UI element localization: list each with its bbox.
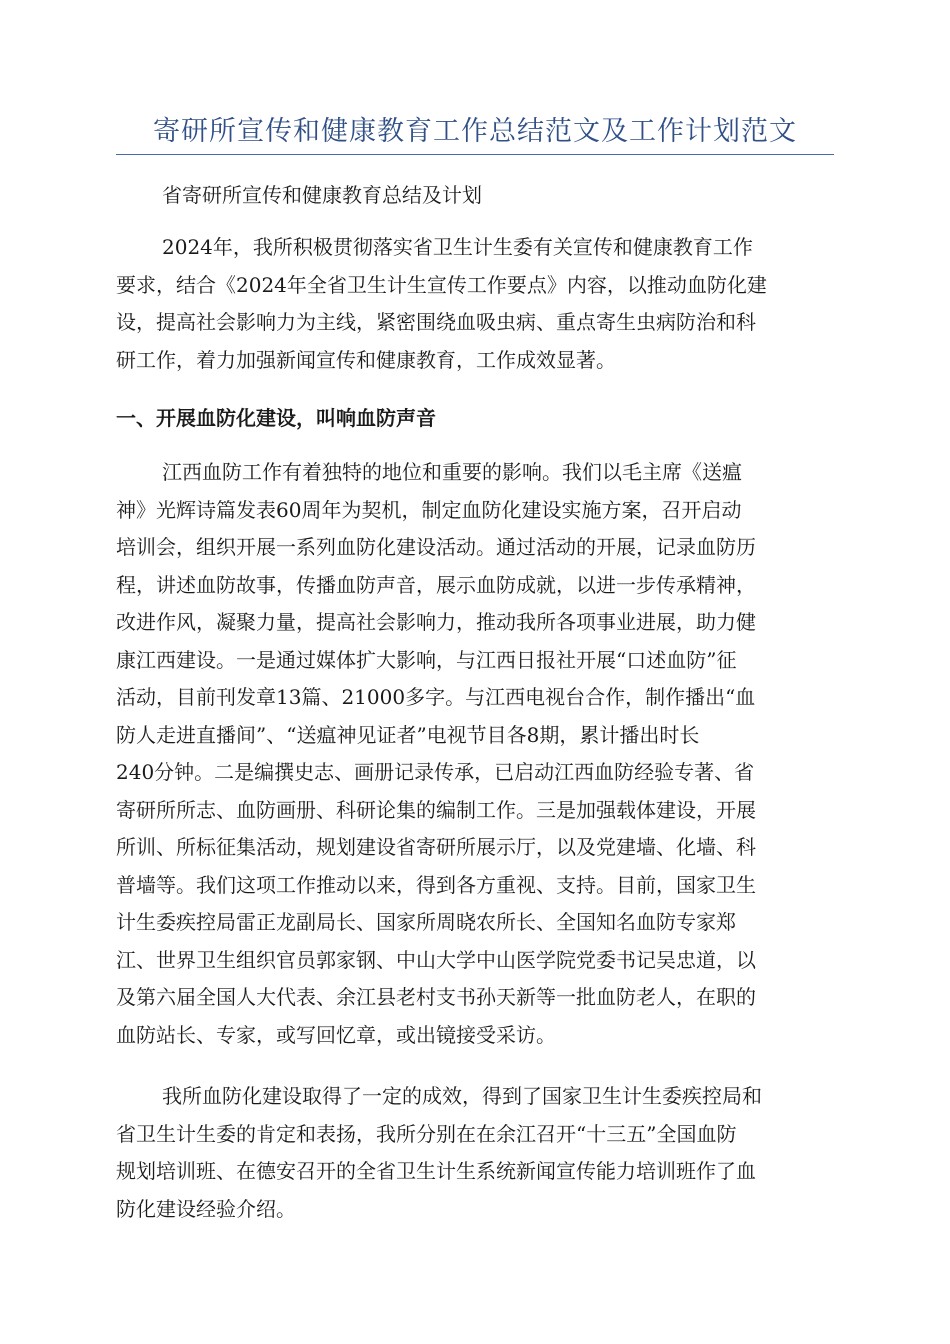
section1-paragraph-1 xyxy=(116,454,836,1054)
paragraph-line: 防人走进直播间”、“送瘟神见证者”电视节目各8期，累计播出时长 xyxy=(116,722,700,747)
intro-line: 设，提高社会影响力为主线，紧密围绕血吸虫病、重点寄生虫病防治和科 xyxy=(116,310,756,334)
paragraph-line: 规划培训班、在德安召开的全省卫生计生系统新闻宣传能力培训班作了血 xyxy=(116,1159,756,1183)
paragraph-line: 程，讲述血防故事，传播血防声音，展示血防成就，以进一步传承精神， xyxy=(116,572,756,597)
paragraph-line: 培训会，组织开展一系列血防化建设活动。通过活动的开展，记录血防历 xyxy=(116,535,756,559)
paragraph-line: 计生委疾控局雷正龙副局长、国家所周晓农所长、全国知名血防专家郑 xyxy=(116,910,736,934)
paragraph-line: 改进作风，凝聚力量，提高社会影响力，推动我所各项事业进展，助力健 xyxy=(116,610,756,634)
intro-paragraph xyxy=(116,229,836,379)
paragraph-line: 血防站长、专家，或写回忆章，或出镜接受采访。 xyxy=(116,1022,556,1047)
section-heading: 一、开展血防化建设，叫响血防声音 xyxy=(116,406,436,430)
title-underline xyxy=(116,154,834,155)
section1-paragraph-2 xyxy=(116,1078,836,1228)
paragraph-line: 活动，目前刊发章13篇、21000多字。与江西电视台合作，制作播出“血 xyxy=(116,685,756,709)
paragraph-line: 我所血防化建设取得了一定的成效，得到了国家卫生计生委疾控局和 xyxy=(162,1084,762,1108)
paragraph-line: 神》光辉诗篇发表60周年为契机，制定血防化建设实施方案，召开启动 xyxy=(116,497,742,522)
paragraph-line: 江、世界卫生组织官员郭家钢、中山大学中山医学院党委书记吴忠道，以 xyxy=(116,947,756,972)
paragraph-line: 所训、所标征集活动，规划建设省寄研所展示厅，以及党建墙、化墙、科 xyxy=(116,835,756,859)
paragraph-line: 240分钟。二是编撰史志、画册记录传承，已启动江西血防经验专著、省 xyxy=(116,760,755,784)
document-title: 寄研所宣传和健康教育工作总结范文及工作计划范文 xyxy=(153,116,797,147)
intro-line: 2024年，我所积极贯彻落实省卫生计生委有关宣传和健康教育工作 xyxy=(162,235,753,259)
paragraph-line: 康江西建设。一是通过媒体扩大影响，与江西日报社开展“口述血防”征 xyxy=(116,647,737,672)
paragraph-line: 江西血防工作有着独特的地位和重要的影响。我们以毛主席《送瘟 xyxy=(162,460,742,484)
intro-line: 要求，结合《2024年全省卫生计生宣传工作要点》内容，以推动血防化建 xyxy=(116,272,767,297)
document-subtitle: 省寄研所宣传和健康教育总结及计划 xyxy=(162,183,482,207)
paragraph-line: 寄研所所志、血防画册、科研论集的编制工作。三是加强载体建设，开展 xyxy=(116,797,756,822)
paragraph-line: 及第六届全国人大代表、余江县老村支书孙天新等一批血防老人，在职的 xyxy=(116,985,756,1009)
intro-line: 研工作，着力加强新闻宣传和健康教育，工作成效显著。 xyxy=(116,347,616,372)
paragraph-line: 普墙等。我们这项工作推动以来，得到各方重视、支持。目前，国家卫生 xyxy=(116,872,756,897)
paragraph-line: 省卫生计生委的肯定和表扬，我所分别在在余江召开“十三五”全国血防 xyxy=(116,1121,737,1146)
paragraph-line: 防化建设经验介绍。 xyxy=(116,1196,296,1221)
